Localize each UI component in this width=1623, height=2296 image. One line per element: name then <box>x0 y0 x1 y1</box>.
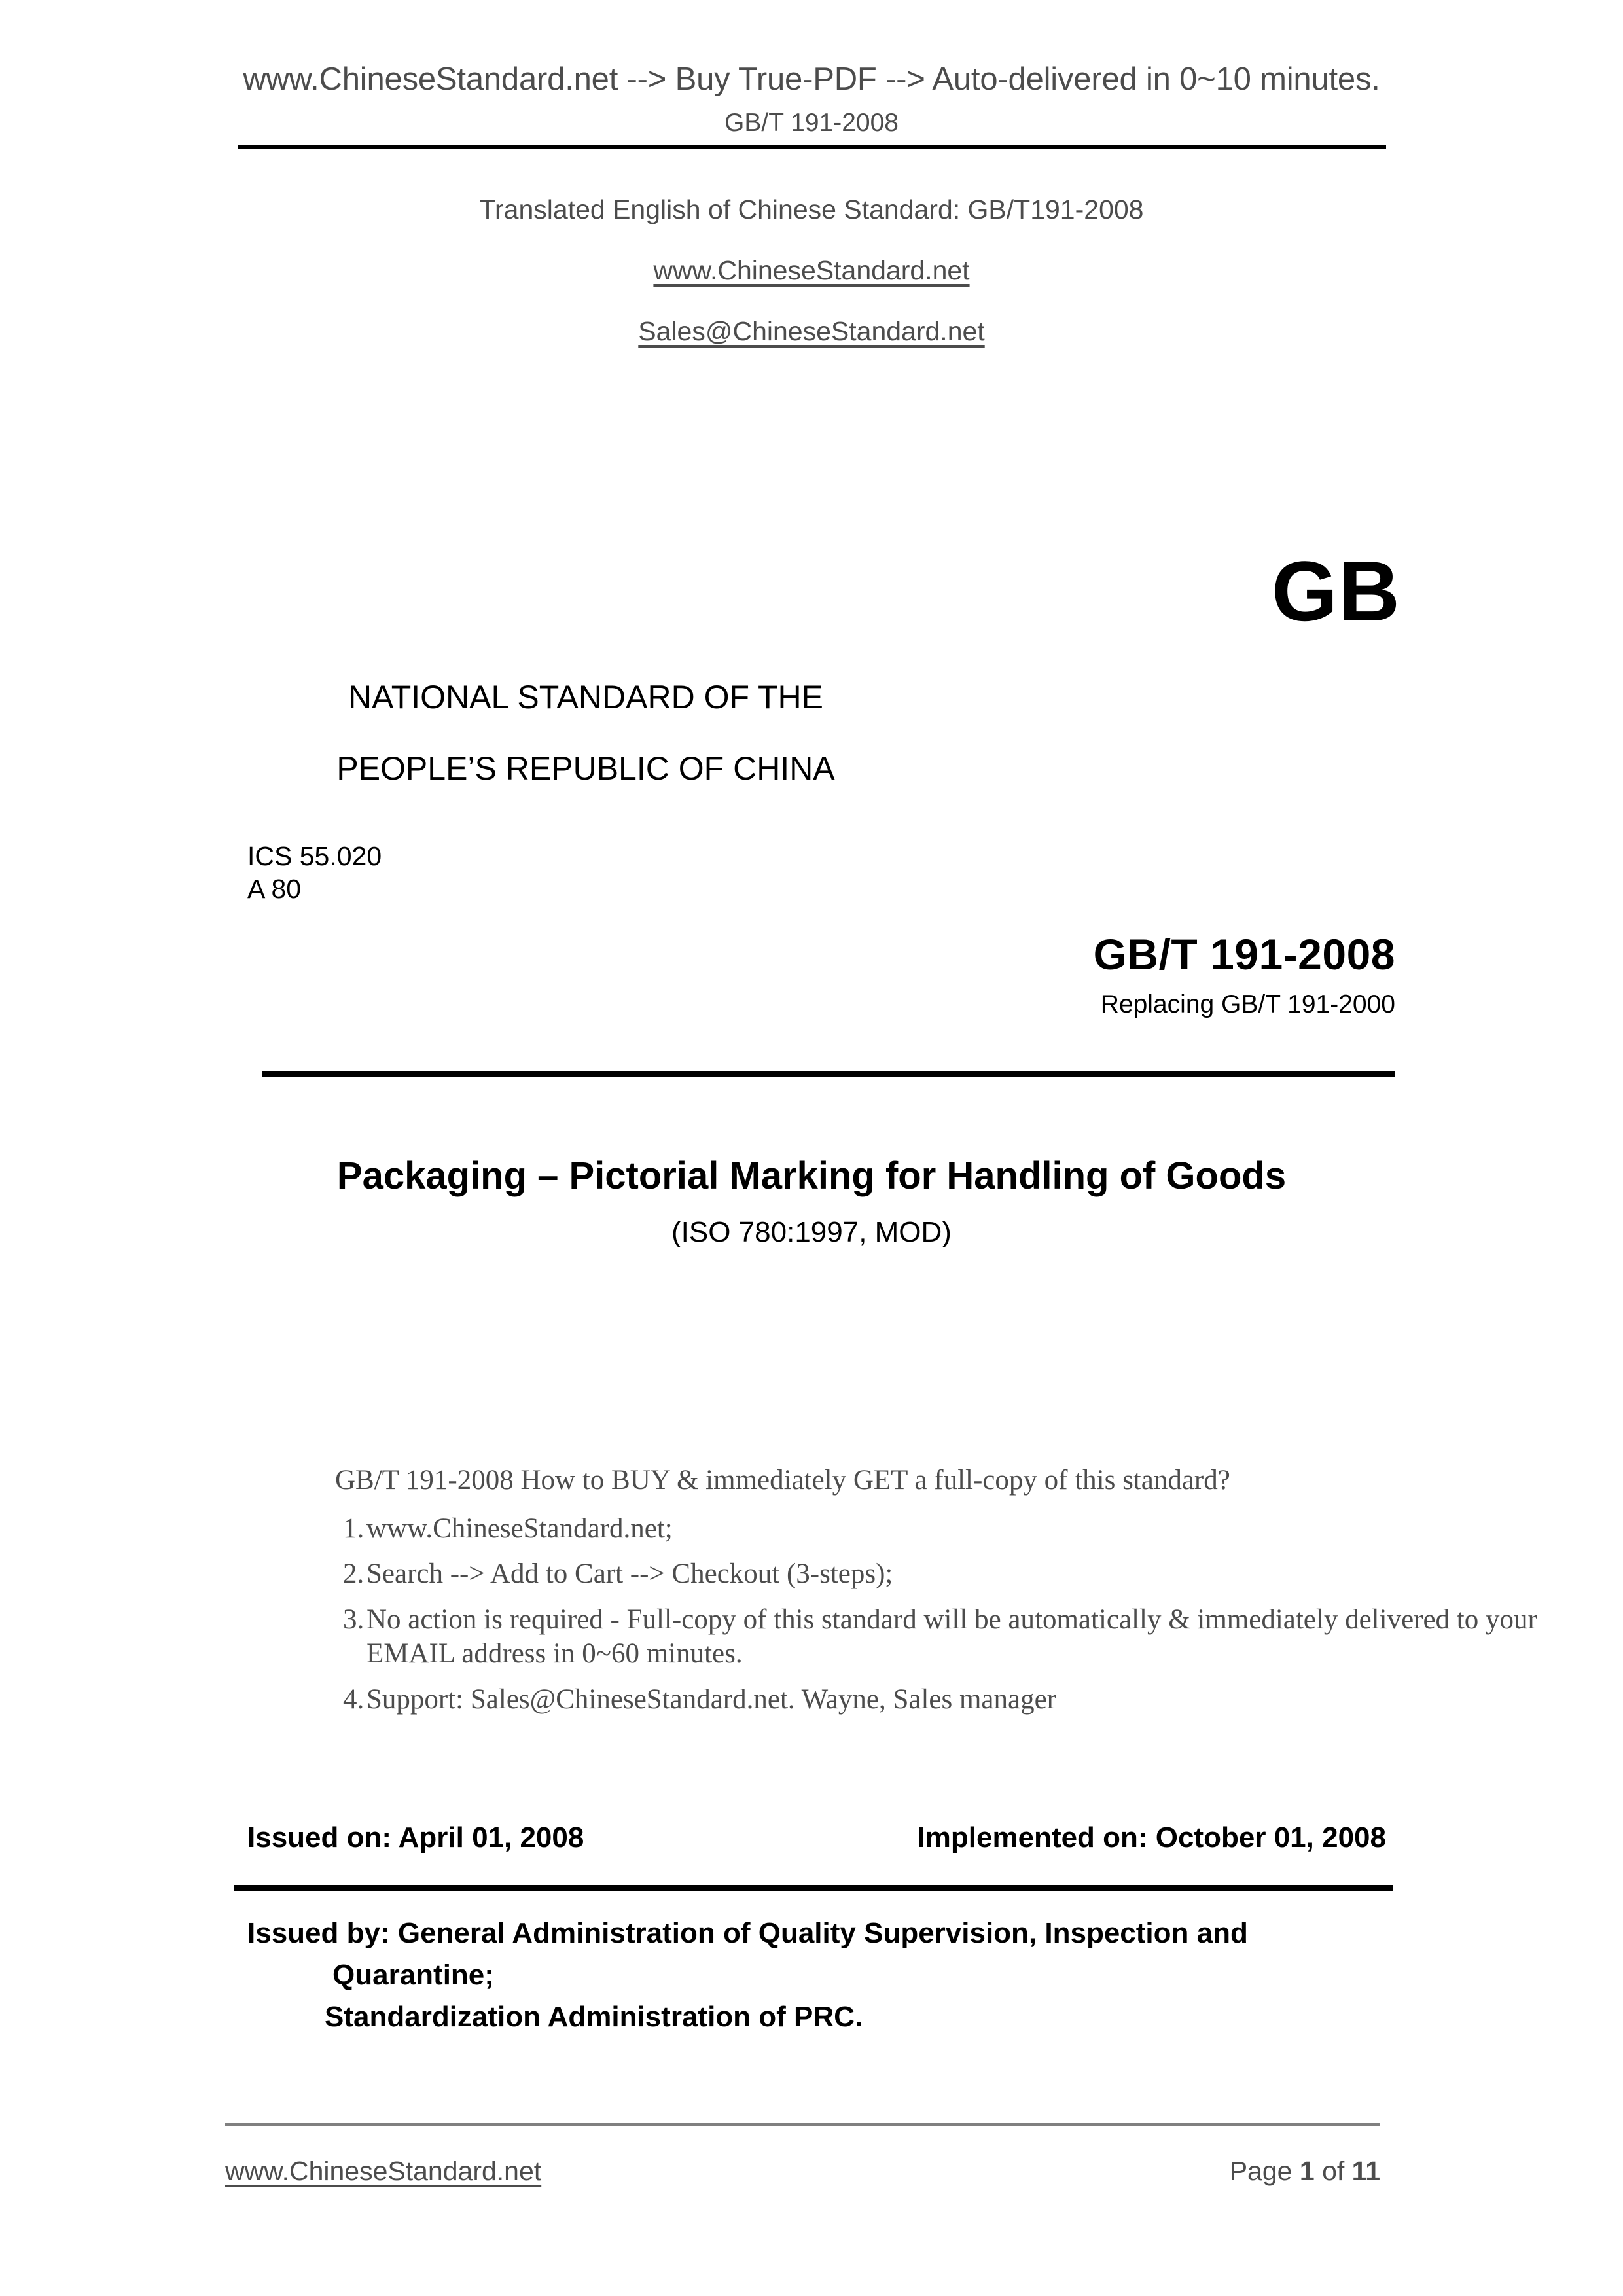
list-item-number: 3. <box>343 1604 365 1635</box>
issued-by-line-1: Issued by: General Administration of Quality Supervision, Inspection and <box>247 1917 1248 1949</box>
email-link[interactable]: Sales@ChineseStandard.net <box>638 316 985 346</box>
header-standard-ref: GB/T 191-2008 <box>724 108 899 137</box>
standard-number: GB/T 191-2008 <box>1093 930 1395 978</box>
list-item <box>335 1557 1623 1591</box>
footer-divider <box>225 2123 1380 2126</box>
translated-standard-line: Translated English of Chinese Standard: GB/T191-2008 <box>479 194 1144 224</box>
ics-code: ICS 55.020 <box>247 841 382 871</box>
page-current-number: 1 <box>1299 2156 1315 2186</box>
standard-replacing: Replacing GB/T 191-2000 <box>1100 990 1395 1019</box>
standard-number-block <box>1094 932 1395 1019</box>
how-to-buy-block <box>335 1466 1623 1728</box>
ccs-code: A 80 <box>247 874 302 905</box>
issued-by-line-3: Standardization Administration of PRC. <box>325 2000 863 2033</box>
intro-block <box>0 196 1623 379</box>
list-item-text: www.ChineseStandard.net; <box>366 1513 673 1544</box>
website-link[interactable]: www.ChineseStandard.net <box>653 255 970 285</box>
list-item-number: 1. <box>343 1513 365 1544</box>
promo-header-text: www.ChineseStandard.net --> Buy True-PDF --> Auto-delivered in 0~10 minutes. <box>243 62 1380 97</box>
list-item-text: Support: Sales@ChineseStandard.net. Wayne, Sales manager <box>366 1683 1056 1715</box>
list-item <box>335 1683 1623 1717</box>
issued-by-line-2: Quarantine; <box>332 1958 494 1991</box>
list-item-text: No action is required - Full-copy of this standard will be automatically & immediately delivered to your EMAIL address in 0~60 minutes. <box>366 1604 1537 1670</box>
list-item-text: Search --> Add to Cart --> Checkout (3-steps); <box>366 1558 893 1590</box>
implemented-on-date: Implemented on: October 01, 2008 <box>917 1821 1386 1854</box>
dates-block <box>247 1822 1386 1854</box>
page-number <box>1230 2157 1380 2186</box>
list-item <box>335 1603 1623 1672</box>
gb-logo: GB <box>1272 543 1400 639</box>
promo-header <box>0 60 1623 139</box>
title-divider-top <box>262 1071 1395 1077</box>
page-subtitle: (ISO 780:1997, MOD) <box>671 1215 952 1248</box>
page-middle-label: of <box>1314 2156 1352 2186</box>
page-title: Packaging – Pictorial Marking for Handling of Goods <box>336 1155 1287 1197</box>
dates-divider <box>234 1885 1393 1891</box>
header-divider <box>238 145 1386 149</box>
how-to-buy-title: GB/T 191-2008 How to BUY & immediately GET a full-copy of this standard? <box>335 1465 1230 1496</box>
national-standard-line-1: NATIONAL STANDARD OF THE <box>348 679 823 715</box>
national-standard-heading <box>0 681 1171 785</box>
footer-website-link[interactable]: www.ChineseStandard.net <box>225 2156 542 2186</box>
classification-block <box>247 840 382 905</box>
list-item <box>335 1512 1623 1546</box>
page-total-number: 11 <box>1351 2156 1380 2186</box>
list-item-number: 2. <box>343 1558 365 1590</box>
list-item-number: 4. <box>343 1683 365 1715</box>
title-block <box>0 1155 1623 1248</box>
issued-on-date: Issued on: April 01, 2008 <box>247 1821 584 1854</box>
page-footer <box>225 2157 1380 2186</box>
issued-by-block <box>247 1912 1248 2037</box>
how-to-buy-list <box>335 1512 1623 1717</box>
page-prefix-label: Page <box>1229 2156 1300 2186</box>
national-standard-line-2: PEOPLE’S REPUBLIC OF CHINA <box>336 750 835 787</box>
